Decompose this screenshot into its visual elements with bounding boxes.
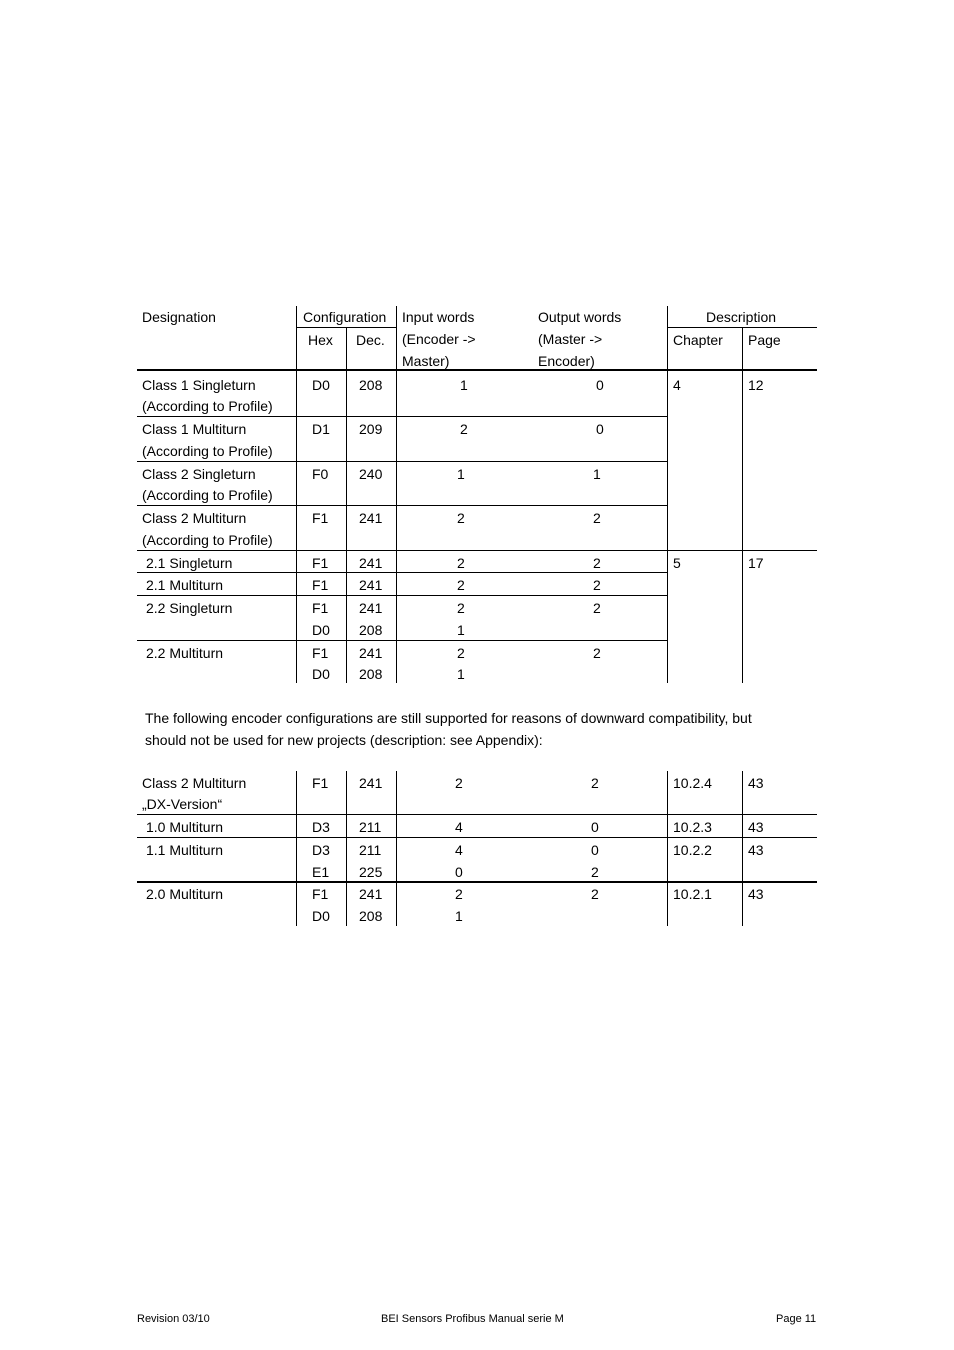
cell-dec: 211 — [359, 819, 382, 835]
col-divider — [742, 771, 743, 926]
col-divider — [296, 306, 297, 683]
cell-output: 0 — [591, 819, 599, 835]
footer-revision: Revision 03/10 — [137, 1313, 210, 1325]
cell-hex: F1 — [312, 645, 329, 661]
cell-hex: F0 — [312, 466, 329, 482]
cell-dec: 241 — [359, 600, 383, 616]
cell-hex: F1 — [312, 775, 329, 791]
header-input-words: Input words — [402, 309, 475, 325]
row-divider — [137, 881, 817, 883]
cell-hex: D0 — [312, 908, 330, 924]
header-chapter: Chapter — [673, 332, 723, 348]
note-line: should not be used for new projects (description: see Appendix): — [145, 732, 543, 748]
cell-dec: 208 — [359, 908, 383, 924]
cell-input: 2 — [457, 510, 465, 526]
cell-output: 2 — [591, 886, 599, 902]
cell-designation: Class 2 Singleturn — [142, 466, 256, 482]
header-output-words: Output words — [538, 309, 622, 325]
row-divider — [297, 327, 396, 328]
header-designation: Designation — [142, 309, 216, 325]
cell-page: 12 — [748, 377, 764, 393]
cell-input: 2 — [457, 555, 465, 571]
cell-input: 2 — [457, 577, 465, 593]
cell-hex: D0 — [312, 622, 330, 638]
cell-dec: 241 — [359, 775, 383, 791]
cell-hex: D1 — [312, 421, 330, 437]
cell-designation: 1.1 Multiturn — [146, 842, 224, 858]
header-configuration: Configuration — [303, 309, 387, 325]
cell-output: 2 — [593, 510, 601, 526]
cell-dec: 208 — [359, 622, 383, 638]
cell-designation: Class 1 Singleturn — [142, 377, 256, 393]
header-input-words: Master) — [402, 353, 450, 369]
cell-page: 43 — [748, 819, 764, 835]
header-input-words: (Encoder -> — [402, 331, 476, 347]
header-divider — [137, 369, 817, 371]
cell-dec: 211 — [359, 842, 382, 858]
cell-hex: D3 — [312, 819, 330, 835]
cell-page: 43 — [748, 775, 764, 791]
row-divider — [137, 461, 667, 462]
cell-output: 2 — [591, 775, 599, 791]
row-divider — [137, 595, 667, 596]
cell-dec: 241 — [359, 645, 383, 661]
header-output-words: (Master -> — [538, 331, 603, 347]
cell-dec: 241 — [359, 577, 383, 593]
cell-input: 4 — [455, 819, 463, 835]
col-divider — [667, 771, 668, 926]
cell-designation: 1.0 Multiturn — [146, 819, 224, 835]
cell-output: 0 — [596, 377, 604, 393]
cell-output: 2 — [591, 864, 599, 880]
cell-chapter: 4 — [673, 377, 681, 393]
row-divider — [137, 814, 817, 815]
cell-chapter: 5 — [673, 555, 681, 571]
row-divider — [137, 550, 817, 551]
cell-dec: 209 — [359, 421, 383, 437]
header-page: Page — [748, 332, 781, 348]
cell-page: 43 — [748, 886, 764, 902]
cell-hex: F1 — [312, 600, 329, 616]
cell-hex: E1 — [312, 864, 330, 880]
cell-output: 2 — [593, 645, 601, 661]
row-divider — [668, 327, 817, 328]
row-divider — [137, 837, 817, 838]
cell-designation: 2.1 Multiturn — [146, 577, 224, 593]
cell-dec: 208 — [359, 666, 383, 682]
row-divider — [137, 416, 667, 417]
header-dec: Dec. — [356, 332, 385, 348]
cell-designation: (According to Profile) — [142, 443, 273, 459]
row-divider — [137, 572, 667, 573]
cell-dec: 241 — [359, 886, 383, 902]
cell-output: 0 — [596, 421, 604, 437]
note-line: The following encoder configurations are still supported for reasons of downward compatibility, but — [145, 710, 752, 726]
cell-input: 0 — [455, 864, 463, 880]
cell-dec: 208 — [359, 377, 383, 393]
col-divider — [396, 306, 397, 683]
footer-title: BEI Sensors Profibus Manual serie M — [381, 1313, 564, 1325]
cell-chapter: 10.2.2 — [673, 842, 712, 858]
cell-output: 0 — [591, 842, 599, 858]
col-divider — [296, 771, 297, 926]
cell-hex: D3 — [312, 842, 330, 858]
cell-input: 1 — [457, 622, 465, 638]
cell-chapter: 10.2.3 — [673, 819, 712, 835]
cell-designation: 2.0 Multiturn — [146, 886, 224, 902]
row-divider — [137, 505, 667, 506]
cell-input: 1 — [460, 377, 468, 393]
cell-designation: „DX-Version“ — [142, 796, 223, 812]
cell-hex: F1 — [312, 555, 329, 571]
row-divider — [137, 640, 667, 641]
cell-designation: (According to Profile) — [142, 398, 273, 414]
cell-output: 2 — [593, 555, 601, 571]
cell-input: 2 — [457, 600, 465, 616]
cell-hex: D0 — [312, 377, 330, 393]
cell-designation: (According to Profile) — [142, 532, 273, 548]
cell-input: 2 — [460, 421, 468, 437]
cell-designation: 2.1 Singleturn — [146, 555, 233, 571]
header-hex: Hex — [308, 332, 333, 348]
cell-page: 17 — [748, 555, 764, 571]
col-divider — [742, 328, 743, 683]
col-divider — [667, 306, 668, 683]
cell-dec: 241 — [359, 510, 383, 526]
cell-hex: F1 — [312, 577, 329, 593]
cell-output: 2 — [593, 577, 601, 593]
cell-designation: 2.2 Multiturn — [146, 645, 224, 661]
footer-page-number: Page 11 — [776, 1313, 817, 1325]
cell-designation: Class 2 Multiturn — [142, 510, 247, 526]
cell-input: 1 — [455, 908, 463, 924]
cell-input: 2 — [455, 886, 463, 902]
cell-output: 1 — [593, 466, 601, 482]
cell-designation: 2.2 Singleturn — [146, 600, 233, 616]
cell-input: 1 — [457, 466, 465, 482]
cell-hex: F1 — [312, 886, 329, 902]
header-description: Description — [706, 309, 777, 325]
header-output-words: Encoder) — [538, 353, 595, 369]
cell-hex: F1 — [312, 510, 329, 526]
cell-page: 43 — [748, 842, 764, 858]
cell-output: 2 — [593, 600, 601, 616]
cell-input: 1 — [457, 666, 465, 682]
cell-hex: D0 — [312, 666, 330, 682]
cell-input: 2 — [457, 645, 465, 661]
cell-input: 4 — [455, 842, 463, 858]
cell-input: 2 — [455, 775, 463, 791]
cell-dec: 241 — [359, 555, 383, 571]
cell-dec: 225 — [359, 864, 383, 880]
cell-designation: Class 2 Multiturn — [142, 775, 247, 791]
col-divider — [396, 771, 397, 926]
cell-chapter: 10.2.1 — [673, 886, 712, 902]
col-divider — [346, 771, 347, 926]
cell-designation: Class 1 Multiturn — [142, 421, 247, 437]
cell-designation: (According to Profile) — [142, 487, 273, 503]
cell-chapter: 10.2.4 — [673, 775, 712, 791]
cell-dec: 240 — [359, 466, 383, 482]
